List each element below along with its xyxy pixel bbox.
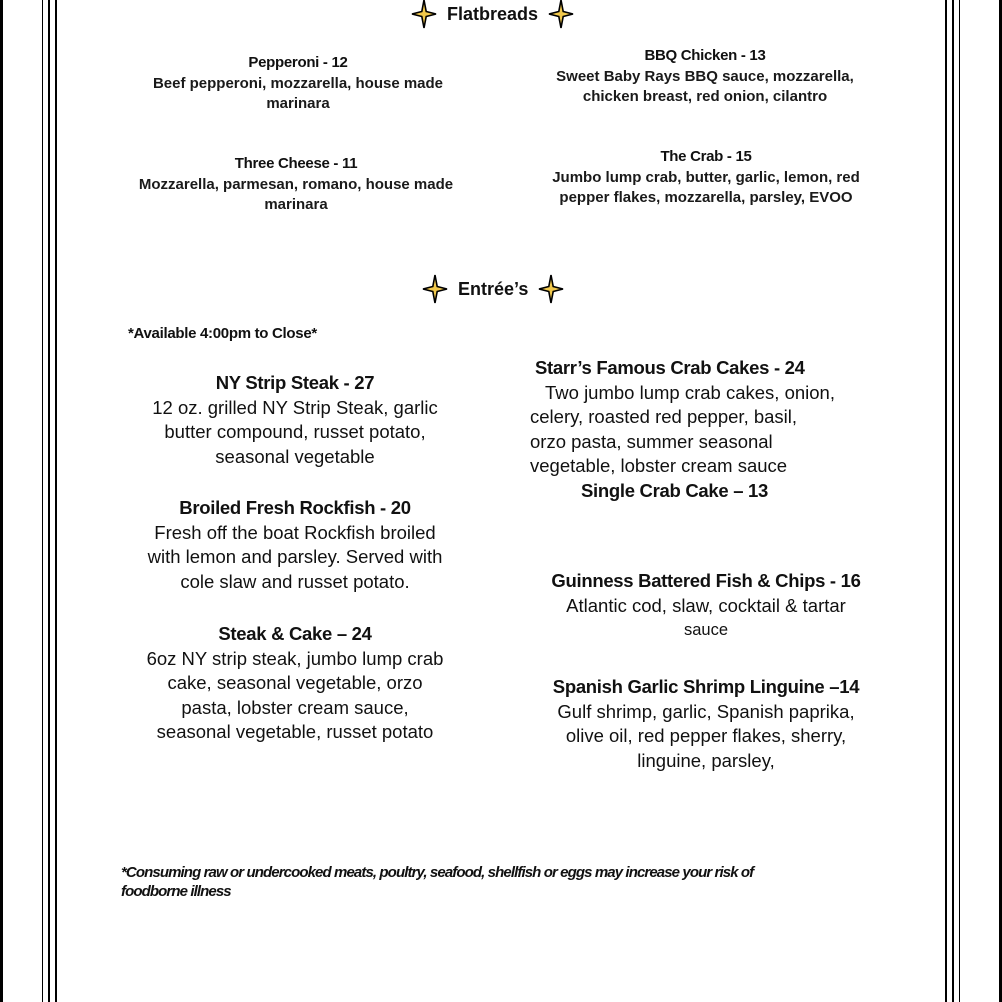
border-right-line-3 bbox=[959, 0, 960, 1002]
item-desc: vegetable, lobster cream sauce bbox=[530, 455, 788, 476]
item-subtitle: Single Crab Cake – 13 bbox=[581, 479, 769, 501]
item-desc: seasonal vegetable, russet potato bbox=[156, 721, 434, 742]
item-desc: sauce bbox=[683, 621, 729, 639]
border-left-edge bbox=[0, 0, 3, 1002]
item-desc: Mozzarella, parmesan, romano, house made bbox=[138, 175, 454, 193]
food-safety-disclaimer bbox=[121, 863, 901, 901]
border-left-line-2 bbox=[48, 0, 50, 1002]
star-icon bbox=[548, 0, 574, 29]
item-desc: marinara bbox=[266, 95, 330, 112]
menu-item-pepperoni bbox=[108, 53, 488, 115]
flatbreads-heading bbox=[411, 0, 574, 29]
item-title: BBQ Chicken - 13 bbox=[644, 47, 766, 64]
item-desc: Atlantic cod, slaw, cocktail & tartar bbox=[566, 594, 846, 616]
entrees-heading bbox=[422, 274, 564, 304]
item-desc: olive oil, red pepper flakes, sherry, bbox=[565, 725, 847, 746]
item-title: Guinness Battered Fish & Chips - 16 bbox=[551, 570, 861, 591]
menu-item-three-cheese bbox=[106, 154, 486, 216]
availability-note: *Available 4:00pm to Close* bbox=[128, 325, 317, 342]
menu-item-ny-strip bbox=[105, 371, 485, 469]
menu-item-the-crab bbox=[516, 147, 896, 209]
item-desc: chicken breast, red onion, cilantro bbox=[582, 88, 828, 105]
disclaimer-line: *Consuming raw or undercooked meats, poultry, seafood, shellfish or eggs may increase your risk of bbox=[121, 864, 754, 881]
item-desc: butter compound, russet potato, bbox=[164, 421, 426, 442]
menu-item-crab-cakes bbox=[530, 356, 930, 503]
item-desc: 12 oz. grilled NY Strip Steak, garlic bbox=[152, 396, 438, 418]
item-desc: 6oz NY strip steak, jumbo lump crab bbox=[146, 647, 444, 669]
border-right-line-1 bbox=[945, 0, 947, 1002]
item-title: The Crab - 15 bbox=[660, 148, 752, 165]
item-desc: orzo pasta, summer seasonal bbox=[530, 430, 773, 452]
section-title: Flatbreads bbox=[447, 3, 539, 24]
item-title: Spanish Garlic Shrimp Linguine –14 bbox=[552, 676, 860, 697]
item-desc: cake, seasonal vegetable, orzo bbox=[167, 672, 423, 693]
menu-item-steak-and-cake bbox=[105, 622, 485, 745]
item-title: Steak & Cake – 24 bbox=[218, 623, 372, 644]
item-title: Starr’s Famous Crab Cakes - 24 bbox=[535, 357, 805, 378]
border-left-line-1 bbox=[42, 0, 43, 1002]
border-left-line-3 bbox=[55, 0, 57, 1002]
star-icon bbox=[422, 274, 448, 304]
item-desc: Sweet Baby Rays BBQ sauce, mozzarella, bbox=[556, 67, 854, 85]
border-right-line-2 bbox=[952, 0, 954, 1002]
section-title: Entrée’s bbox=[458, 278, 529, 299]
menu-item-rockfish bbox=[105, 496, 485, 594]
disclaimer-line: foodborne illness bbox=[121, 883, 231, 900]
item-desc: pepper flakes, mozzarella, parsley, EVOO bbox=[559, 189, 853, 206]
menu-item-bbq-chicken bbox=[515, 46, 895, 108]
item-title: Broiled Fresh Rockfish - 20 bbox=[179, 497, 411, 518]
item-desc: Gulf shrimp, garlic, Spanish paprika, bbox=[557, 700, 855, 722]
item-desc: Beef pepperoni, mozzarella, house made bbox=[152, 74, 444, 92]
menu-item-shrimp-linguine bbox=[506, 675, 906, 773]
item-title: NY Strip Steak - 27 bbox=[215, 372, 375, 393]
item-desc: linguine, parsley, bbox=[637, 749, 775, 771]
item-desc: pasta, lobster cream sauce, bbox=[181, 696, 409, 718]
item-title: Three Cheese - 11 bbox=[234, 155, 358, 172]
item-desc: with lemon and parsley. Served with bbox=[147, 546, 443, 567]
item-desc: marinara bbox=[264, 196, 328, 213]
item-desc: Two jumbo lump crab cakes, onion, bbox=[545, 381, 835, 403]
item-desc: seasonal vegetable bbox=[215, 445, 375, 467]
item-desc: cole slaw and russet potato. bbox=[180, 570, 410, 592]
star-icon bbox=[538, 274, 564, 304]
item-desc: Jumbo lump crab, butter, garlic, lemon, red bbox=[552, 168, 860, 186]
star-icon bbox=[411, 0, 437, 29]
item-title: Pepperoni - 12 bbox=[248, 54, 348, 71]
item-desc: Fresh off the boat Rockfish broiled bbox=[154, 521, 436, 543]
menu-item-fish-and-chips bbox=[506, 569, 906, 643]
item-desc: celery, roasted red pepper, basil, bbox=[530, 406, 798, 427]
